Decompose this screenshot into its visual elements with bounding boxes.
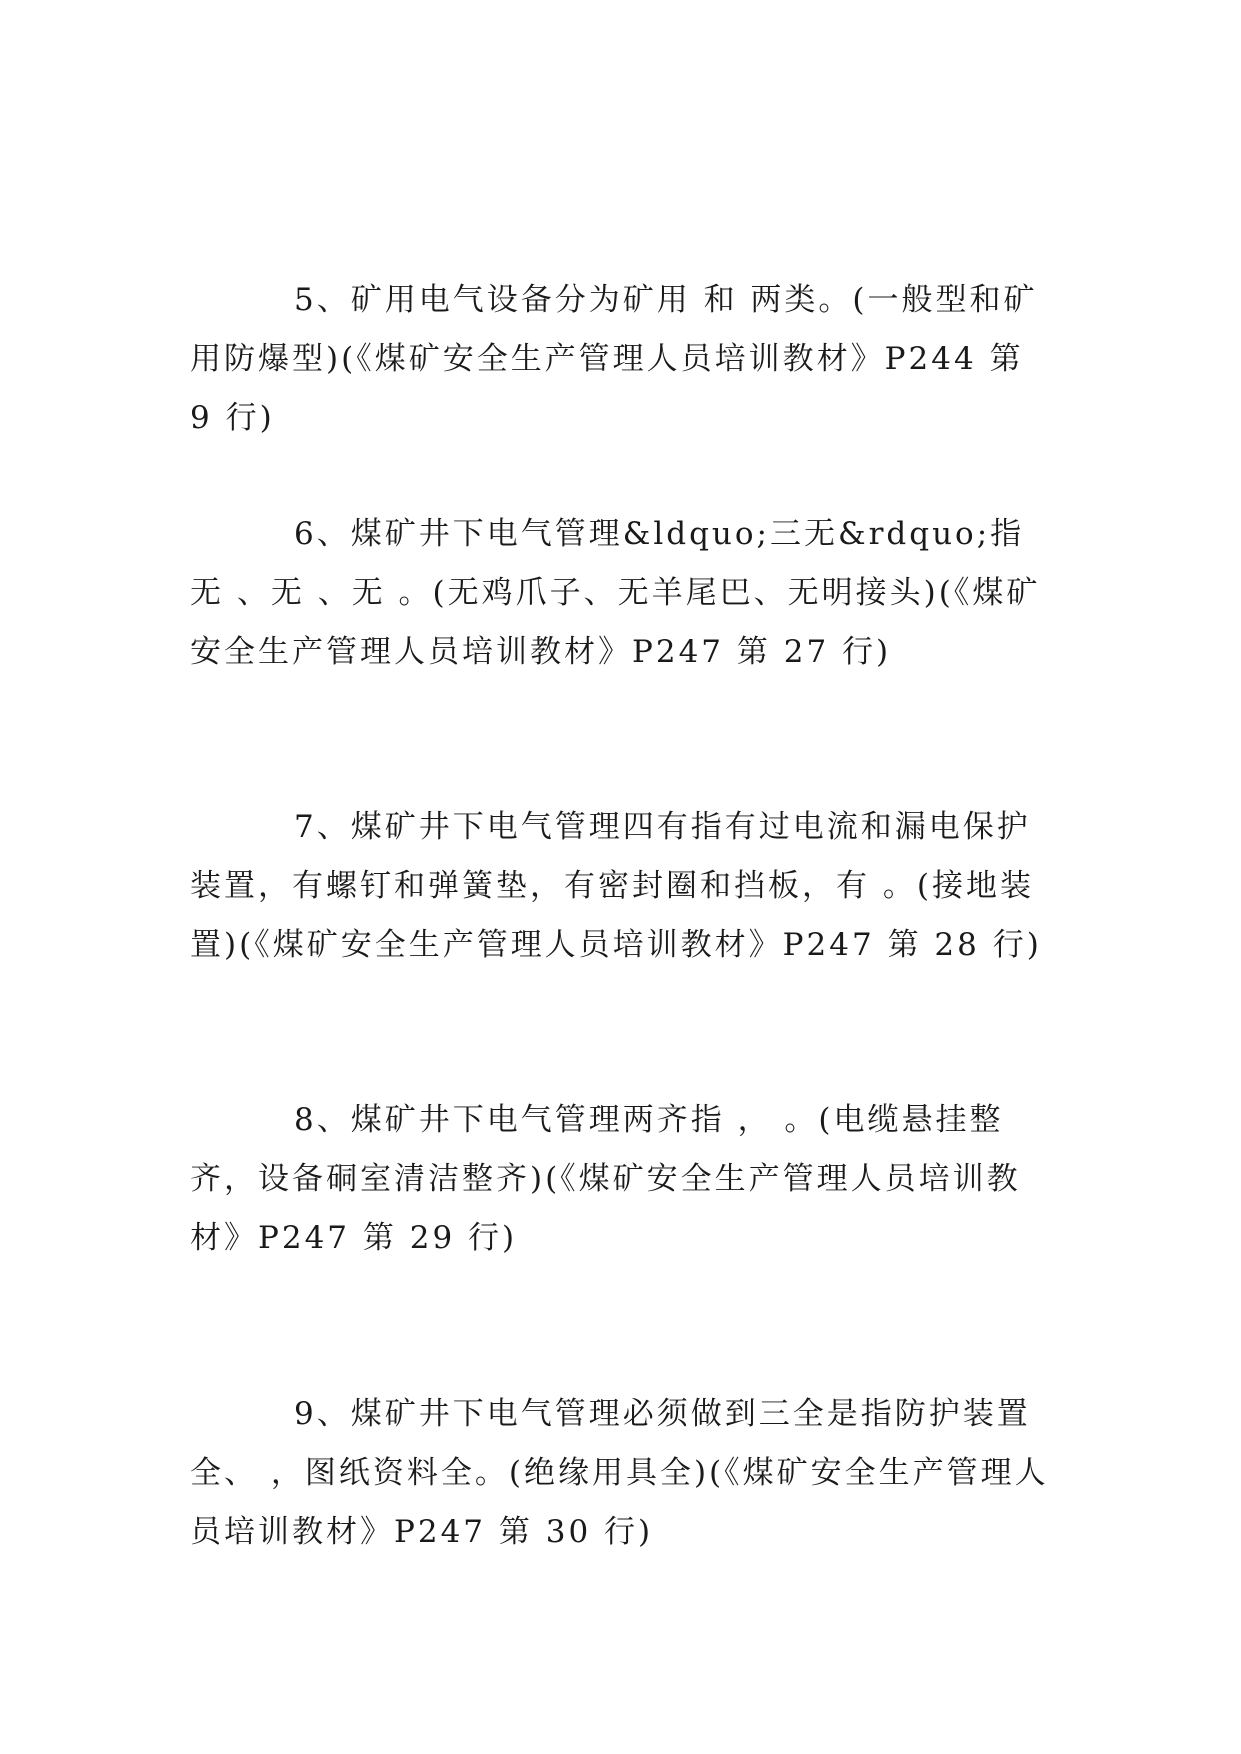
question-5: 5、矿用电气设备分为矿用 和 两类。(一般型和矿用防爆型)(《煤矿安全生产管理人员培训教材》P244 第 9 行) — [190, 282, 1038, 436]
question-9: 9、煤矿井下电气管理必须做到三全是指防护装置全、 ，图纸资料全。(绝缘用具全)(《煤矿安全生产管理人员培训教材》P247 第 30 行) — [190, 1396, 1049, 1550]
question-8: 8、煤矿井下电气管理两齐指 ， 。(电缆悬挂整齐，设备硐室清洁整齐)(《煤矿安全生产管理人员培训教材》P247 第 29 行) — [190, 1102, 1021, 1256]
question-6: 6、煤矿井下电气管理&ldquo;三无&rdquo;指无 、无 、无 。(无鸡爪子、无羊尾巴、无明接头)(《煤矿安全生产管理人员培训教材》P247 第 27 行) — [190, 516, 1041, 670]
question-7: 7、煤矿井下电气管理四有指有过电流和漏电保护装置，有螺钉和弹簧垫，有密封圈和挡板，有 。(接地装置)(《煤矿安全生产管理人员培训教材》P247 第 28 行) — [190, 809, 1042, 963]
